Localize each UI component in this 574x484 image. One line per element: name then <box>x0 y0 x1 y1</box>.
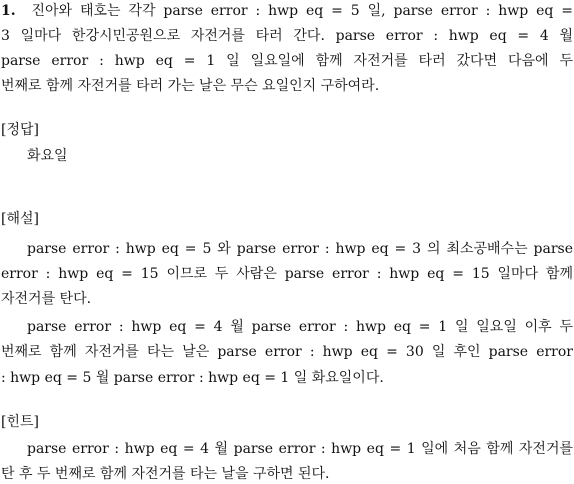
problem-text: 진아와 태호는 각각 parse error : hwp eq = 5 일, parse error : hwp eq = <box>31 3 573 19</box>
explanation-line-1: parse error : hwp eq = 5 와 parse error : hwp eq = 3 의 최소공배수는 parse <box>27 241 573 257</box>
answer-text: 화요일 <box>27 148 68 164</box>
problem-line-4: 번째로 함께 자전거를 타러 가는 날은 무슨 요일인지 구하여라. <box>1 78 380 94</box>
explanation-line-2: error : hwp eq = 15 이므로 두 사람은 parse error : hwp eq = 15 일마다 함께 <box>1 266 573 282</box>
hint-heading: [힌트] <box>1 414 39 430</box>
explanation-line-3: 자전거를 탄다. <box>1 291 92 307</box>
problem-number: 1. <box>1 3 16 19</box>
explanation-line-6: : hwp eq = 5 월 parse error : hwp eq = 1 일 화요일이다. <box>1 370 384 386</box>
explanation-line-5: 번째로 함께 자전거를 타는 날은 parse error : hwp eq = 30 일 후인 parse error <box>1 344 573 360</box>
hint-line-2: 탄 후 두 번째로 함께 자전거를 타는 날을 구하면 된다. <box>1 466 330 482</box>
hint-line-1: parse error : hwp eq = 4 월 parse error : hwp eq = 1 일에 처음 함께 자전거를 <box>27 441 573 457</box>
explanation-line-4: parse error : hwp eq = 4 월 parse error : hwp eq = 1 일 일요일 이후 두 <box>27 319 573 335</box>
problem-line-3: parse error : hwp eq = 1 일 일요일에 함께 자전거를 타러 갔다면 다음에 두 <box>1 53 573 69</box>
problem-line-2: 3 일마다 한강시민공원으로 자전거를 타러 간다. parse error : hwp eq = 4 월 <box>1 28 573 44</box>
answer-heading: [정답] <box>1 122 39 138</box>
explanation-heading: [해설] <box>1 211 39 227</box>
problem-line-1 <box>1 2 573 20</box>
